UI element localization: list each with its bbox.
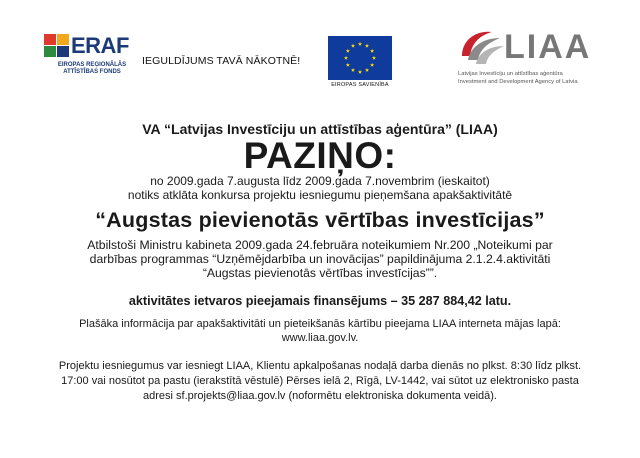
eraf-mark-icon (44, 34, 70, 58)
liaa-logo (456, 26, 606, 92)
period-line: no 2009.gada 7.augusta līdz 2009.gada 7.novembrim (ieskaitot) (150, 174, 490, 188)
notice-title: PAZIŅO: (243, 135, 397, 176)
eu-star-icon (372, 56, 376, 60)
eu-star-icon (358, 70, 362, 74)
info-text (0, 317, 640, 345)
eu-star-icon (370, 63, 374, 67)
regulation-line: “Augstas pievienotās vērtības investīcijas””. (202, 266, 438, 280)
eu-star-icon (365, 44, 369, 48)
activity-headline: “Augstas pievienotās vērtības investīcijas” (95, 208, 545, 232)
eu-star-icon (358, 42, 362, 46)
website-link[interactable]: www.liaa.gov.lv. (281, 332, 359, 344)
eraf-logo (44, 34, 132, 86)
eu-logo (328, 36, 392, 92)
logo-header (0, 0, 640, 100)
regulation-line: darbības programmas “Uzņēmējdarbība un inovācijas” papildinājuma 2.1.2.4.aktivitāti (89, 252, 551, 266)
eu-star-icon (365, 68, 369, 72)
info-line: Plašāka informācija par apakšaktivitāti un pieteikšanās kārtību pieejama LIAA interneta mājas lapā: (79, 318, 561, 330)
period-text (0, 174, 640, 202)
liaa-wordmark: LIAA (504, 28, 592, 66)
liaa-swoosh-icon (456, 26, 508, 70)
eu-star-icon (351, 68, 355, 72)
eraf-subtitle-line: EIROPAS REĢIONĀLĀS (57, 62, 127, 68)
eraf-subtitle-line: ATTĪSTĪBAS FONDS (63, 69, 121, 75)
eraf-subtitle (52, 62, 132, 76)
submission-line: adresi sf.projekts@liaa.gov.lv (noformētu elektroniska dokumenta veidā). (143, 390, 497, 402)
submission-text (0, 359, 640, 404)
eu-star-icon (346, 63, 350, 67)
eu-flag-icon (328, 36, 392, 80)
regulation-line: Atbilstoši Ministru kabineta 2009.gada 24.februāra noteikumiem Nr.200 „Noteikumi par (87, 238, 553, 252)
liaa-subtitle-en: Investment and Development Agency of Latvia (458, 79, 578, 85)
submission-line: Projektu iesniegumus var iesniegt LIAA, Klientu apkalpošanas nodaļā darba dienās no plkst. 8:30 līdz plkst. (58, 360, 582, 372)
eu-star-icon (351, 44, 355, 48)
period-line: notiks atklāta konkursa projektu iesniegumu pieņemšana apakšaktivitātē (127, 188, 513, 202)
notice-body (0, 118, 640, 404)
submission-line: 17:00 vai nosūtot pa pastu (ierakstītā vēstulē) Pērses ielā 2, Rīgā, LV-1442, vai sūtot uz elektronisko pasta (61, 375, 579, 387)
eraf-wordmark: ERAF (71, 33, 129, 58)
organization-line: VA “Latvijas Investīciju un attīstības aģentūra” (LIAA) (142, 121, 498, 137)
funding-line: aktivitātes ietvaros pieejamais finansējums – 35 287 884,42 latu. (128, 294, 512, 308)
eu-star-icon (346, 49, 350, 53)
eu-star-icon (344, 56, 348, 60)
eu-star-icon (370, 49, 374, 53)
slogan: IEGULDĪJUMS TAVĀ NĀKOTNĒ! (142, 55, 301, 67)
regulation-text (0, 238, 640, 280)
liaa-subtitle-lv: Latvijas Investīciju un attīstības aģentūra (458, 71, 563, 77)
eu-caption: EIROPAS SAVIENĪBA (331, 82, 389, 88)
